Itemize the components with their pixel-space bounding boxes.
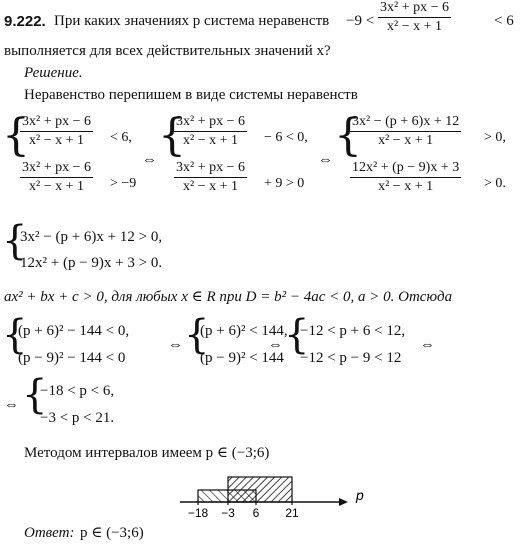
brace-sys1: { bbox=[2, 110, 30, 161]
sys3-rel1: > 0, bbox=[484, 130, 506, 145]
sys5-a1: (p + 6)² − 144 < 0, bbox=[18, 323, 130, 339]
interval-minus18-to-6 bbox=[198, 490, 256, 502]
sys1-frac1-num: 3x² + px − 6 bbox=[20, 115, 93, 132]
sys3-frac2-den: x² − x + 1 bbox=[378, 179, 434, 194]
brace-sys5a: { bbox=[2, 312, 28, 358]
brace-sys6: { bbox=[22, 372, 48, 418]
sys1-frac1-den: x² − x + 1 bbox=[29, 133, 84, 148]
sys2-rel1: − 6 < 0, bbox=[264, 130, 308, 145]
brace-sys4: { bbox=[2, 218, 28, 264]
axis-arrow-icon bbox=[339, 498, 348, 506]
sys2-frac2-num: 3x² + px − 6 bbox=[174, 161, 247, 178]
equiv-6: ⇔ bbox=[4, 397, 19, 413]
sys2-frac1 bbox=[174, 115, 247, 148]
sys3-rel2: > 0. bbox=[484, 176, 506, 191]
sys1-rel1: < 6, bbox=[110, 130, 132, 145]
problem-fraction-num: 3x² + px − 6 bbox=[378, 1, 451, 18]
problem-text: При каких значениях p система неравенств bbox=[54, 13, 330, 29]
tick-label: 6 bbox=[252, 506, 260, 520]
sys5-b2: (p − 9)² < 144 bbox=[200, 350, 284, 366]
problem-lhs: −9 < bbox=[346, 13, 375, 29]
sys1-frac2-den: x² − x + 1 bbox=[29, 179, 84, 194]
problem-fraction-den: x² − x + 1 bbox=[387, 19, 442, 34]
sys3-frac2-num: 12x² + (p − 9)x + 3 bbox=[350, 161, 461, 178]
brace-sys5c: { bbox=[284, 312, 310, 358]
sys2-frac1-num: 3x² + px − 6 bbox=[174, 115, 247, 132]
sys1-frac2-num: 3x² + px − 6 bbox=[20, 161, 93, 178]
equiv-5: ⇔ bbox=[420, 337, 435, 353]
sys3-frac1-den: x² − x + 1 bbox=[378, 133, 434, 148]
brace-sys5b: { bbox=[184, 312, 210, 358]
sys1-rel2: > −9 bbox=[110, 176, 137, 191]
sys2-frac2 bbox=[174, 161, 247, 194]
sys2-frac2-den: x² − x + 1 bbox=[183, 179, 238, 194]
intro-text: Неравенство перепишем в виде системы неравенств bbox=[24, 87, 358, 103]
sys5-c2: −12 < p − 9 < 12 bbox=[300, 350, 402, 366]
sys5-a2: (p − 9)² − 144 < 0 bbox=[18, 350, 126, 366]
problem-rhs: < 6 bbox=[494, 13, 514, 29]
sys2-rel2: + 9 > 0 bbox=[264, 176, 305, 191]
answer-value: p ∈ (−3;6) bbox=[80, 525, 144, 541]
sys6-line2: −3 < p < 21. bbox=[40, 410, 115, 426]
brace-sys3: { bbox=[334, 110, 362, 161]
condition-text: ax² + bx + c > 0, для любых x ∈ R при D = b² − 4ac < 0, a > 0. Отсюда bbox=[4, 289, 453, 305]
tick-label: −18 bbox=[187, 506, 209, 520]
intervals-text: Методом интервалов имеем p ∈ (−3;6) bbox=[24, 445, 270, 461]
problem-line2: выполняется для всех действительных значений x? bbox=[4, 43, 331, 59]
sys4-line2: 12x² + (p − 9)x + 3 > 0. bbox=[20, 255, 163, 271]
sys2-frac1-den: x² − x + 1 bbox=[183, 133, 238, 148]
sys1-frac2 bbox=[20, 161, 93, 194]
equiv-3: ⇔ bbox=[168, 337, 183, 353]
number-line-diagram bbox=[170, 468, 370, 520]
axis-label: p bbox=[356, 487, 364, 503]
solution-label: Решение. bbox=[24, 65, 83, 81]
sys5-c1: −12 < p + 6 < 12, bbox=[300, 323, 406, 339]
tick-label: −3 bbox=[221, 506, 235, 520]
sys4-line1: 3x² − (p + 6)x + 12 > 0, bbox=[20, 229, 163, 245]
sys3-frac1 bbox=[350, 115, 461, 148]
equiv-2: ⇔ bbox=[318, 152, 333, 168]
equiv-1: ⇔ bbox=[142, 152, 157, 168]
answer-label: Ответ: bbox=[24, 525, 75, 541]
brace-sys2: { bbox=[158, 110, 186, 161]
sys1-frac1 bbox=[20, 115, 93, 148]
sys6-line1: −18 < p < 6, bbox=[40, 383, 115, 399]
sys3-frac1-num: 3x² − (p + 6)x + 12 bbox=[350, 115, 461, 132]
sys5-b1: (p + 6)² < 144, bbox=[200, 323, 288, 339]
problem-fraction bbox=[378, 1, 451, 34]
problem-number: 9.222. bbox=[4, 13, 46, 30]
equiv-4: ⇔ bbox=[268, 337, 283, 353]
tick-label: 21 bbox=[285, 506, 299, 520]
sys3-frac2 bbox=[350, 161, 461, 194]
